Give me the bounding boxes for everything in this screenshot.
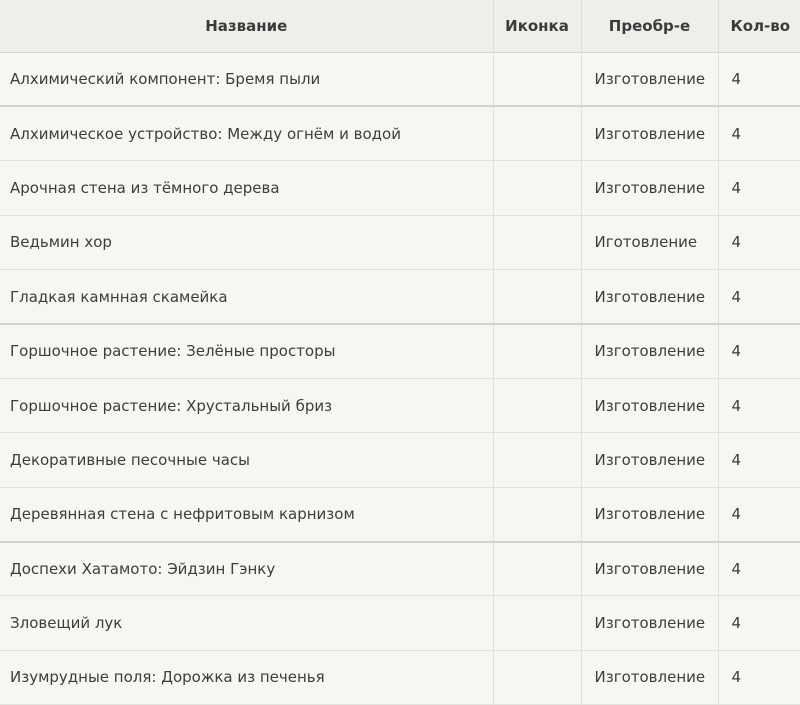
- table-row: [0, 215, 800, 269]
- cell-quantity: 4: [718, 52, 800, 106]
- cell-quantity: 4: [718, 433, 800, 487]
- table-row: [0, 161, 800, 215]
- cell-icon: [493, 52, 581, 106]
- cell-name: Гладкая камнная скамейка: [0, 270, 493, 324]
- cell-icon: [493, 324, 581, 378]
- cell-name: Зловещий лук: [0, 596, 493, 650]
- cell-quantity: 4: [718, 596, 800, 650]
- cell-name: Декоративные песочные часы: [0, 433, 493, 487]
- cell-quantity: 4: [718, 161, 800, 215]
- cell-icon: [493, 650, 581, 704]
- cell-icon: [493, 161, 581, 215]
- header-quantity[interactable]: Кол-во: [718, 0, 800, 52]
- table-row: [0, 542, 800, 596]
- table-row: [0, 596, 800, 650]
- cell-conversion: Изготовление: [581, 650, 718, 704]
- cell-name: Арочная стена из тёмного дерева: [0, 161, 493, 215]
- header-conversion[interactable]: Преобр-е: [581, 0, 718, 52]
- cell-quantity: 4: [718, 270, 800, 324]
- table-row: [0, 433, 800, 487]
- header-name[interactable]: Название: [0, 0, 493, 52]
- cell-conversion: Изготовление: [581, 324, 718, 378]
- cell-icon: [493, 106, 581, 160]
- cell-quantity: 4: [718, 106, 800, 160]
- cell-name: Алхимический компонент: Бремя пыли: [0, 52, 493, 106]
- cell-name: Алхимическое устройство: Между огнём и водой: [0, 106, 493, 160]
- cell-icon: [493, 270, 581, 324]
- table-header: [0, 0, 800, 52]
- cell-conversion: Изготовление: [581, 106, 718, 160]
- cell-conversion: Изготовление: [581, 596, 718, 650]
- cell-quantity: 4: [718, 650, 800, 704]
- cell-conversion: Изготовление: [581, 270, 718, 324]
- cell-quantity: 4: [718, 542, 800, 596]
- cell-icon: [493, 542, 581, 596]
- cell-name: Горшочное растение: Хрустальный бриз: [0, 378, 493, 432]
- cell-quantity: 4: [718, 324, 800, 378]
- cell-name: Доспехи Хатамото: Эйдзин Гэнку: [0, 542, 493, 596]
- cell-name: Ведьмин хор: [0, 215, 493, 269]
- table-row: [0, 487, 800, 541]
- cell-icon: [493, 596, 581, 650]
- cell-icon: [493, 215, 581, 269]
- cell-name: Горшочное растение: Зелёные просторы: [0, 324, 493, 378]
- header-icon[interactable]: Иконка: [493, 0, 581, 52]
- cell-conversion: Изготовление: [581, 542, 718, 596]
- cell-icon: [493, 487, 581, 541]
- cell-quantity: 4: [718, 487, 800, 541]
- cell-conversion: Изготовление: [581, 161, 718, 215]
- table-row: [0, 378, 800, 432]
- cell-icon: [493, 378, 581, 432]
- header-row: [0, 0, 800, 52]
- cell-name: Изумрудные поля: Дорожка из печенья: [0, 650, 493, 704]
- cell-quantity: 4: [718, 215, 800, 269]
- cell-conversion: Изготовление: [581, 378, 718, 432]
- cell-conversion: Иготовление: [581, 215, 718, 269]
- table-row: [0, 650, 800, 704]
- cell-icon: [493, 433, 581, 487]
- table-row: [0, 106, 800, 160]
- cell-quantity: 4: [718, 378, 800, 432]
- cell-conversion: Изготовление: [581, 487, 718, 541]
- table-row: [0, 324, 800, 378]
- cell-conversion: Изготовление: [581, 52, 718, 106]
- table-row: [0, 52, 800, 106]
- table-body: [0, 52, 800, 705]
- table-row: [0, 270, 800, 324]
- cell-conversion: Изготовление: [581, 433, 718, 487]
- cell-name: Деревянная стена с нефритовым карнизом: [0, 487, 493, 541]
